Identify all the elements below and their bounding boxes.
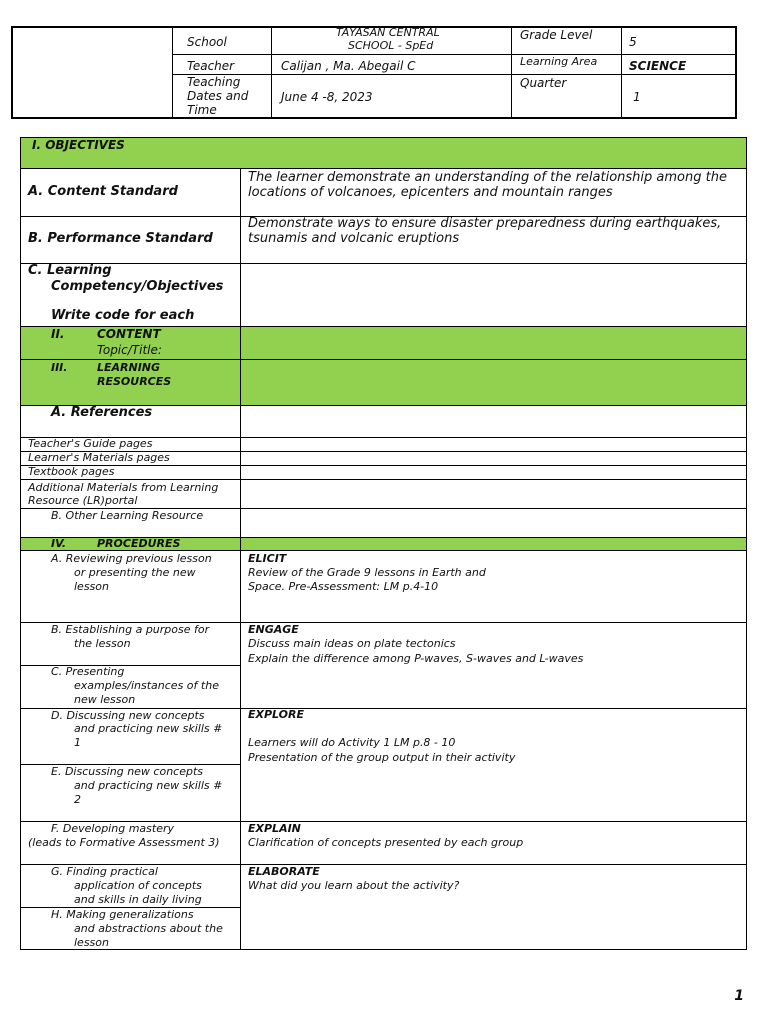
elicit-text-2: Space. Pre-Assessment: LM p.4-10	[248, 580, 439, 593]
resources-heading-2: RESOURCES	[97, 375, 172, 388]
grade-level-value: 5	[629, 35, 637, 49]
resources-heading-num: III.	[51, 361, 68, 374]
procedure-d-label-1: D. Discussing new concepts	[51, 709, 205, 722]
resources-heading-1: LEARNING	[97, 361, 161, 374]
explain-text: Clarification of concepts presented by each group	[248, 836, 524, 849]
explore-text-2: Presentation of the group output in their activity	[248, 751, 516, 764]
elaborate-text: What did you learn about the activity?	[248, 879, 460, 892]
quarter-value: 1	[633, 90, 641, 104]
procedure-h-label-1: H. Making generalizations	[51, 908, 194, 921]
performance-standard-line1: Demonstrate ways to ensure disaster preparedness during earthquakes,	[248, 216, 722, 231]
elaborate-tag: ELABORATE	[248, 865, 320, 878]
procedures-heading-num: IV.	[51, 537, 67, 550]
procedure-c-label-2: examples/instances of the	[74, 679, 219, 692]
competency-label-3: Write code for each	[51, 308, 195, 323]
learning-area-value: SCIENCE	[629, 59, 687, 73]
procedure-d-label-2: and practicing new skills #	[74, 722, 223, 735]
procedure-d-label-3: 1	[74, 736, 81, 749]
procedures-heading: PROCEDURES	[97, 537, 181, 550]
teacher-label: Teacher	[187, 59, 235, 73]
quarter-label: Quarter	[520, 76, 567, 90]
school-value-line1: TAYASAN CENTRAL	[336, 26, 440, 39]
page-number: 1	[734, 988, 744, 1004]
content-heading: CONTENT	[97, 327, 161, 341]
engage-text-1: Discuss main ideas on plate tectonics	[248, 637, 456, 650]
engage-text-2: Explain the difference among P-waves, S-waves and L-waves	[248, 652, 584, 665]
procedure-g-label-2: application of concepts	[74, 879, 202, 892]
content-standard-label: A. Content Standard	[28, 184, 178, 199]
procedure-a-label-3: lesson	[74, 580, 109, 593]
procedure-a-label-2: or presenting the new	[74, 566, 196, 579]
grade-level-label: Grade Level	[520, 28, 593, 42]
procedure-a-label-1: A. Reviewing previous lesson	[51, 552, 212, 565]
teacher-value: Calijan , Ma. Abegail C	[281, 59, 416, 73]
content-heading-num: II.	[51, 327, 65, 341]
school-label: School	[187, 35, 227, 49]
objectives-band	[21, 138, 746, 168]
performance-standard-line2: tsunamis and volcanic eruptions	[248, 231, 460, 246]
lr-portal-label-2: Resource (LR)portal	[28, 494, 138, 507]
lr-portal-label-1: Additional Materials from Learning	[28, 481, 219, 494]
learning-area-label: Learning Area	[520, 55, 598, 68]
other-resources-label: B. Other Learning Resource	[51, 509, 204, 522]
learners-materials-label: Learner's Materials pages	[28, 451, 170, 464]
procedure-g-label-3: and skills in daily living	[74, 893, 202, 906]
procedure-b-label-2: the lesson	[74, 637, 131, 650]
procedure-f-label-2: (leads to Formative Assessment 3)	[28, 836, 220, 849]
competency-label-2: Competency/Objectives	[51, 279, 224, 294]
procedure-c-label-1: C. Presenting	[51, 665, 125, 678]
explore-tag: EXPLORE	[248, 708, 305, 721]
competency-label-1: C. Learning	[28, 263, 112, 278]
references-label: A. References	[51, 405, 153, 420]
procedure-f-label-1: F. Developing mastery	[51, 822, 174, 835]
content-standard-line2: locations of volcanoes, epicenters and mountain ranges	[248, 185, 613, 200]
objectives-heading: I. OBJECTIVES	[32, 138, 125, 152]
procedure-e-label-2: and practicing new skills #	[74, 779, 223, 792]
procedure-c-label-3: new lesson	[74, 693, 136, 706]
procedure-e-label-3: 2	[74, 793, 81, 806]
procedure-b-label-1: B. Establishing a purpose for	[51, 623, 210, 636]
explain-tag: EXPLAIN	[248, 822, 301, 835]
engage-tag: ENGAGE	[248, 623, 299, 636]
content-topic: Topic/Title:	[97, 343, 162, 357]
textbook-pages-label: Textbook pages	[28, 465, 115, 478]
procedure-e-label-1: E. Discussing new concepts	[51, 765, 204, 778]
content-standard-line1: The learner demonstrate an understanding of the relationship among the	[248, 170, 727, 185]
procedure-g-label-1: G. Finding practical	[51, 865, 158, 878]
teaching-dates-label-1: Teaching	[187, 75, 241, 89]
elicit-text-1: Review of the Grade 9 lessons in Earth and	[248, 566, 486, 579]
teachers-guide-label: Teacher's Guide pages	[28, 437, 153, 450]
performance-standard-label: B. Performance Standard	[28, 231, 213, 246]
teaching-dates-label-2: Dates and	[187, 89, 249, 103]
teaching-dates-label-3: Time	[187, 103, 217, 117]
teaching-dates-value: June 4 -8, 2023	[281, 90, 373, 104]
school-value-line2: SCHOOL - SpEd	[348, 39, 434, 52]
elicit-tag: ELICIT	[248, 552, 287, 565]
explore-text-1: Learners will do Activity 1 LM p.8 - 10	[248, 736, 456, 749]
procedure-h-label-2: and abstractions about the	[74, 922, 223, 935]
procedure-h-label-3: lesson	[74, 936, 109, 949]
